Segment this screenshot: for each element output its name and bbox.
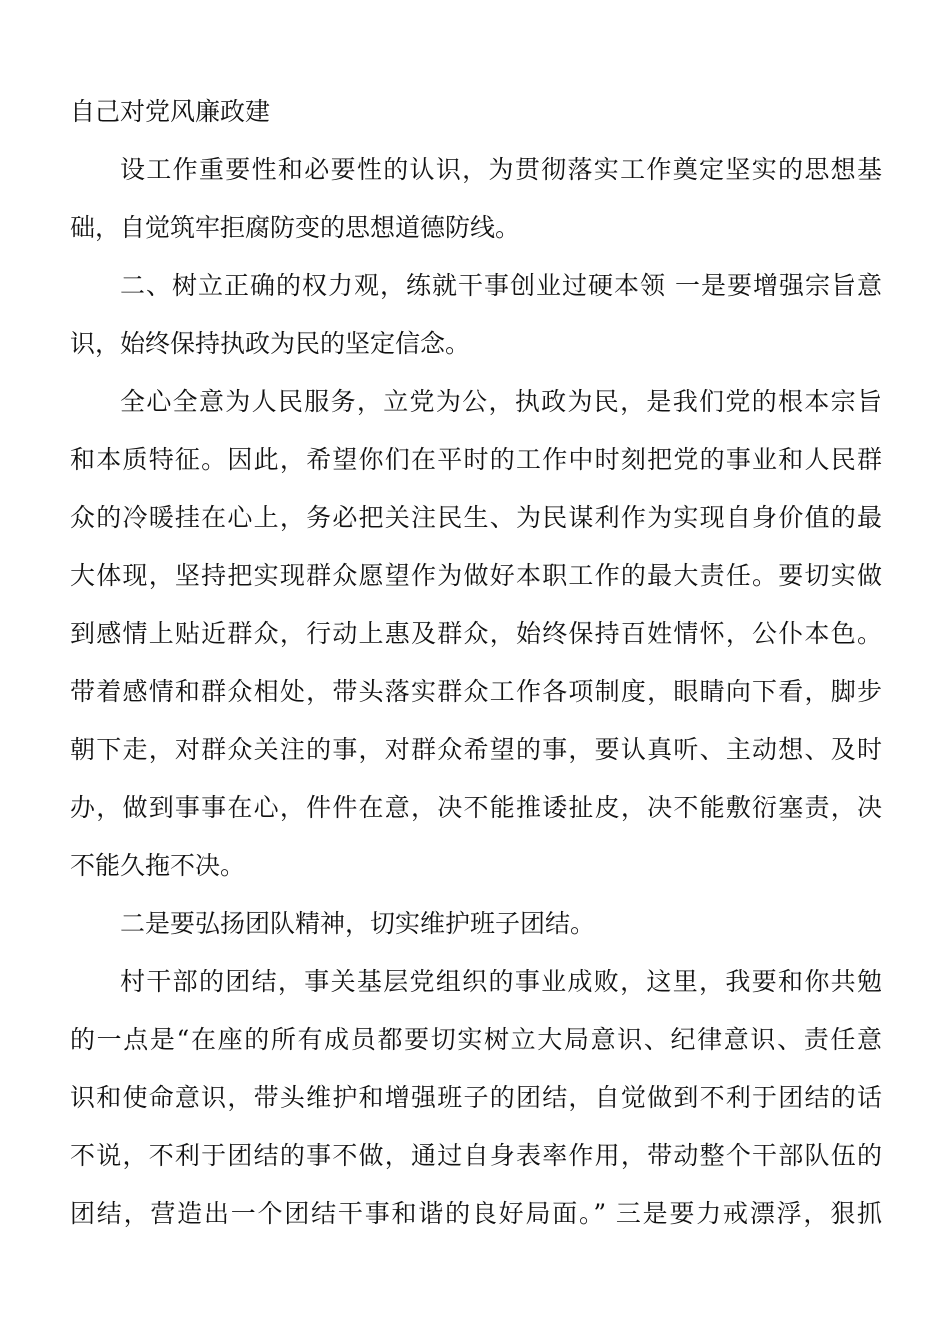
text-line-10: 到感情上贴近群众，行动上惠及群众，始终保持百姓情怀，公仆本色。 <box>70 619 882 648</box>
text-line-15: 二是要弘扬团队精神，切实维护班子团结。 <box>120 909 596 938</box>
text-line-16: 村干部的团结，事关基层党组织的事业成败，这里，我要和你共勉 <box>120 967 882 996</box>
text-line-8: 众的冷暖挂在心上，务必把关注民生、为民谋利作为实现自身价值的最 <box>70 503 882 532</box>
text-line-18: 识和使命意识，带头维护和增强班子的团结，自觉做到不利于团结的话 <box>70 1083 882 1112</box>
text-line-19: 不说，不利于团结的事不做，通过自身表率作用，带动整个干部队伍的 <box>70 1141 882 1170</box>
text-line-9: 大体现，坚持把实现群众愿望作为做好本职工作的最大责任。要切实做 <box>70 561 882 590</box>
text-line-7: 和本质特征。因此，希望你们在平时的工作中时刻把党的事业和人民群 <box>70 445 882 474</box>
text-line-20: 团结，营造出一个团结干事和谐的良好局面。” 三是要力戒漂浮，狠抓 <box>70 1199 882 1228</box>
text-line-6: 全心全意为人民服务，立党为公，执政为民，是我们党的根本宗旨 <box>120 387 882 416</box>
text-line-4: 二、树立正确的权力观，练就干事创业过硬本领 一是要增强宗旨意 <box>120 271 882 300</box>
text-line-11: 带着感情和群众相处，带头落实群众工作各项制度，眼睛向下看，脚步 <box>70 677 882 706</box>
text-line-1: 自己对党风廉政建 <box>70 97 271 126</box>
text-line-17: 的一点是“在座的所有成员都要切实树立大局意识、纪律意识、责任意 <box>70 1025 882 1054</box>
text-line-13: 办，做到事事在心，件件在意，决不能推诿扯皮，决不能敷衍塞责，决 <box>70 793 882 822</box>
text-line-5: 识，始终保持执政为民的坚定信念。 <box>70 329 471 358</box>
text-line-2: 设工作重要性和必要性的认识，为贯彻落实工作奠定坚实的思想基 <box>120 155 882 184</box>
text-line-12: 朝下走，对群众关注的事，对群众希望的事，要认真听、主动想、及时 <box>70 735 882 764</box>
text-line-14: 不能久拖不决。 <box>70 851 246 880</box>
text-line-3: 础，自觉筑牢拒腐防变的思想道德防线。 <box>70 213 521 242</box>
